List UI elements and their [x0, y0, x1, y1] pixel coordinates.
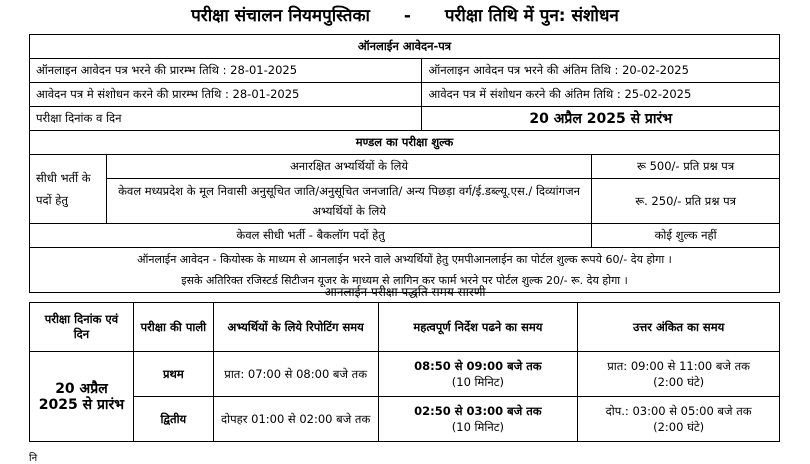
instructions-second — [378, 397, 578, 442]
fee-heading: मण्डल का परीक्षा शुल्क — [30, 131, 780, 155]
table-row — [30, 107, 780, 131]
schedule-date: 20 अप्रैल 2025 से प्रारंभ — [30, 352, 134, 442]
table-row — [30, 179, 780, 224]
online-start-date: ऑनलाइन आवेदन पत्र भरने की प्रारम्भ तिथि : 28-01-2025 — [30, 59, 422, 83]
edit-start-date: आवेदन पत्र मे संशोधन करने की प्रारम्भ तिथि : 28-01-2025 — [30, 83, 422, 107]
instructions-second-duration: (10 मिनिट) — [451, 420, 505, 434]
instructions-first-duration: (10 मिनिट) — [451, 375, 505, 389]
answer-second — [578, 397, 780, 442]
portal-fee-note-1: ऑनलाईन आवेदन - कियोस्क के माध्यम से आनलाईन भरने वाले अभ्यर्थियों हेतु एमपीआनलाईन का पोर्टल शुल्क रूपये 60/- देय होगा । — [137, 253, 672, 266]
online-heading: ऑनलाईन आवेदन-पत्र — [30, 35, 780, 59]
exam-date-value: 20 अप्रैल 2025 से प्रारंभ — [422, 107, 780, 131]
title-separator: - — [403, 6, 411, 26]
col-shift: परीक्षा की पाली — [133, 303, 213, 352]
title-left: परीक्षा संचालन नियमपुस्तिका — [191, 6, 370, 26]
fee-desc-reserved: केवल मध्यप्रदेश के मूल निवासी अनुसूचित जाति/अनुसूचित जनजाति/ अन्य पिछड़ा वर्ग/ई.डब्ल्यू.एस./ दिव्यांगजन अभ्यर्थियों के लिये — [106, 179, 591, 224]
footnote-fragment: नि — [29, 453, 38, 464]
schedule-header-row — [30, 303, 780, 352]
page-title — [0, 0, 810, 32]
table-row — [30, 224, 780, 248]
answer-first-time: प्रात: 09:00 से 11:00 बजे तक — [607, 359, 751, 373]
schedule-table — [29, 302, 780, 442]
fee-amount-general: रू 500/- प्रति प्रश्न पत्र — [592, 155, 780, 179]
instructions-first — [378, 352, 578, 397]
instructions-first-time: 08:50 से 09:00 बजे तक — [414, 359, 542, 373]
fee-desc-general: अनारक्षित अभ्यर्थियों के लिये — [106, 155, 591, 179]
shift-second: द्वितीय — [133, 397, 213, 442]
table-row — [30, 397, 780, 442]
answer-first — [578, 352, 780, 397]
table-row — [30, 83, 780, 107]
answer-first-duration: (2:00 घंटे) — [653, 375, 705, 389]
portal-fee-note-2: इसके अतिरिक्त रजिस्टर्ड सिटीजन यूजर के माध्यम से लागिन कर फार्म भरने पर पोर्टल शुल्क 20/- रू. देय होगा । — [181, 274, 628, 287]
reporting-second: दोपहर 01:00 से 02:00 बजे तक — [213, 397, 378, 442]
shift-first: प्रथम — [133, 352, 213, 397]
online-fee-table — [29, 34, 780, 293]
col-exam-date: परीक्षा दिनांक एवं दिन — [30, 303, 134, 352]
exam-date-label: परीक्षा दिनांक व दिन — [30, 107, 422, 131]
answer-second-duration: (2:00 घंटे) — [653, 420, 705, 434]
online-end-date: ऑनलाइन आवेदन पत्र भरने की अंतिम तिथि : 20-02-2025 — [422, 59, 780, 83]
backlog-value: कोई शुल्क नहीं — [592, 224, 780, 248]
title-right: परीक्षा तिथि में पुन: संशोधन — [444, 6, 619, 26]
edit-end-date: आवेदन पत्र में संशोधन करने की अंतिम तिथि : 25-02-2025 — [422, 83, 780, 107]
backlog-label: केवल सीधी भर्ती - बैकलॉग पदों हेतु — [30, 224, 592, 248]
answer-second-time: दोप.: 03:00 से 05:00 बजे तक — [605, 404, 752, 418]
table-row — [30, 59, 780, 83]
fee-category: सीधी भर्ती के पदों हेतु — [30, 155, 107, 224]
col-reporting: अभ्यर्थियों के लिये रिपोटिंग समय — [213, 303, 378, 352]
instructions-second-time: 02:50 से 03:00 बजे तक — [414, 404, 542, 418]
col-answer: उत्तर अंकित का समय — [578, 303, 780, 352]
col-instructions: महत्वपूर्ण निर्देश पढने का समय — [378, 303, 578, 352]
fee-amount-reserved: रू. 250/- प्रति प्रश्न पत्र — [592, 179, 780, 224]
table-row — [30, 155, 780, 179]
table-row — [30, 352, 780, 397]
reporting-first: प्रात: 07:00 से 08:00 बजे तक — [213, 352, 378, 397]
schedule-heading: आनलाईन परीक्षा पद्धति समय सारणी — [324, 285, 486, 299]
